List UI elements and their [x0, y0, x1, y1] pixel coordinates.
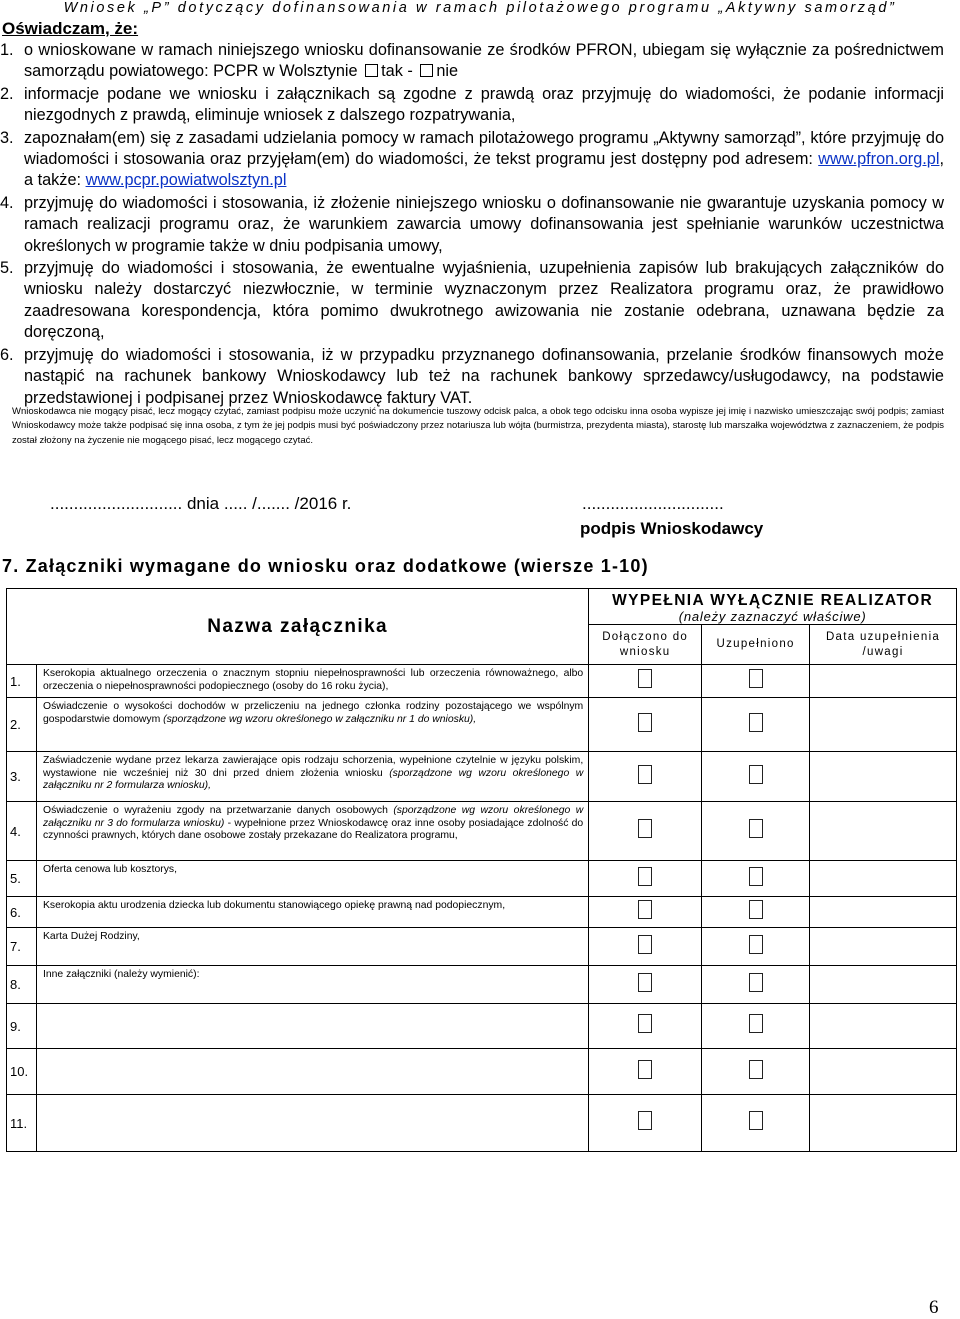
table-row: [7, 802, 957, 861]
attachment-description: Karta Dużej Rodziny,: [36, 928, 588, 966]
declaration-item-3: [0, 128, 944, 192]
attachment-description: Oświadczenie o wysokości dochodów w przeliczeniu na jednego członka rodziny pozostającego we wspólnym gospodarstwie domowym (sporządzone wg wzoru określonego w załączniku nr 1 do wniosku),: [36, 698, 588, 752]
date-remarks-cell[interactable]: [810, 752, 957, 802]
row-number: 1.: [7, 665, 37, 698]
date-remarks-cell[interactable]: [810, 1049, 957, 1095]
item-text: zapoznałam(em) się z zasadami udzielania pomocy w ramach pilotażowego programu „Aktywny samorząd”, które przyjmuję do wiadomości i stosowania oraz przyjęłam(em) do wiadomości, że tekst programu jest dostępny pod adresem: www.pfron.org.pl, a także: www.pcpr.powiatwolsztyn.pl: [24, 128, 944, 190]
attachment-description: [36, 1049, 588, 1095]
completed-checkbox[interactable]: [749, 1111, 763, 1130]
attached-checkbox-cell: [589, 1004, 702, 1049]
declaration-item-4: [0, 193, 944, 257]
running-header: Wniosek „P” dotyczący dofinansowania w ramach pilotażowego programu „Aktywny samorząd”: [63, 0, 897, 16]
table-row: [7, 1095, 957, 1152]
completed-checkbox-cell: [702, 928, 810, 966]
attachment-description: [36, 1004, 588, 1049]
date-remarks-cell[interactable]: [810, 897, 957, 928]
attached-checkbox[interactable]: [638, 973, 652, 992]
completed-checkbox-cell: [702, 966, 810, 1004]
date-remarks-cell[interactable]: [810, 928, 957, 966]
attached-checkbox-cell: [589, 897, 702, 928]
option-no-label: nie: [436, 62, 459, 81]
completed-checkbox-cell: [702, 861, 810, 897]
attached-checkbox[interactable]: [638, 669, 652, 688]
table-row: [7, 1049, 957, 1095]
item-text: o wnioskowane w ramach niniejszego wniosku dofinansowanie ze środków PFRON, ubiegam się wyłącznie za pośrednictwem samorządu powiatowego: PCPR w Wolsztynie tak - nie: [24, 41, 944, 81]
completed-checkbox[interactable]: [749, 819, 763, 838]
attachment-description: Oświadczenie o wyrażeniu zgody na przetwarzanie danych osobowych (sporządzone wg wzoru określonego w załączniku nr 3 do formularza wniosku) - wypełnione przez Wnioskodawcę oraz inne osoby posiadające zdolność do czynności prawnych, których dane osobowe zostały przekazane do Realizatora programu,: [36, 802, 588, 861]
attached-checkbox[interactable]: [638, 819, 652, 838]
attached-header: Dołączono do wniosku: [589, 625, 702, 665]
date-line[interactable]: ............................ dnia ..... /....... /2016 r.: [50, 494, 352, 513]
attachment-description: Inne załączniki (należy wymienić):: [36, 966, 588, 1004]
completed-header: Uzupełniono: [702, 625, 810, 665]
attached-checkbox[interactable]: [638, 1014, 652, 1033]
item-text: przyjmuję do wiadomości i stosowania, że ewentualne wyjaśnienia, uzupełnienia zapisów lub brakujących załączników do wniosku należy dostarczyć niezwłocznie, w terminie wyznaczonym przez Realizatora programu oraz, że prawidłowo zaadresowana korespondencja, która pomimo dwukrotnego awizowania nie zostanie odebrana, uznawana będzie za doręczoną,: [24, 259, 944, 342]
section-7-title: 7. Załączniki wymagane do wniosku oraz dodatkowe (wiersze 1-10): [2, 556, 649, 576]
option-yes-label: tak -: [381, 62, 413, 81]
table-row: [7, 861, 957, 897]
declaration-item-1: [0, 40, 944, 83]
attached-checkbox-cell: [589, 752, 702, 802]
declaration-title: Oświadczam, że:: [2, 19, 139, 38]
completed-checkbox[interactable]: [749, 1060, 763, 1079]
attachments-table: [6, 588, 957, 1152]
completed-checkbox[interactable]: [749, 669, 763, 688]
completed-checkbox[interactable]: [749, 935, 763, 954]
attachment-description: Kserokopia aktualnego orzeczenia o znacznym stopniu niepełnosprawności lub orzeczenia równoważnego, albo orzeczenia o niepełnosprawności podopiecznego (osoby do 16 roku życia),: [36, 665, 588, 698]
attached-checkbox[interactable]: [638, 867, 652, 886]
completed-checkbox-cell: [702, 1004, 810, 1049]
completed-checkbox[interactable]: [749, 867, 763, 886]
item-number: 5.: [0, 259, 14, 278]
completed-checkbox-cell: [702, 752, 810, 802]
item-number: 2.: [0, 84, 14, 103]
declaration-item-5: [0, 258, 944, 344]
completed-checkbox-cell: [702, 698, 810, 752]
completed-checkbox-cell: [702, 665, 810, 698]
item-number: 4.: [0, 193, 14, 212]
completed-checkbox[interactable]: [749, 765, 763, 784]
attached-checkbox[interactable]: [638, 900, 652, 919]
attached-checkbox-cell: [589, 802, 702, 861]
attached-checkbox-cell: [589, 966, 702, 1004]
row-number: 7.: [7, 928, 37, 966]
signature-field[interactable]: ..............................: [582, 494, 724, 513]
row-number: 4.: [7, 802, 37, 861]
completed-checkbox-cell: [702, 897, 810, 928]
item-number: 6.: [0, 345, 14, 364]
declaration-item-6: [0, 345, 944, 409]
completed-checkbox-cell: [702, 1095, 810, 1152]
attached-checkbox-cell: [589, 1095, 702, 1152]
fingerprint-note: Wnioskodawca nie mogący pisać, lecz mogący czytać, zamiast podpisu może uczynić na dokumencie tuszowy odcisk palca, a obok tego odcisku inna osoba wypisze jej imię i nazwisko umieszczając swój podpis; zamiast Wnioskodawcy może także podpisać się inna osoba, z tym że jej podpis musi być poświadczony przez notariusza lub wójta (burmistrza, prezydenta miasta), starostę lub marszałka województwa z zaznaczeniem, że podpis został złożony na życzenie nie mogącego pisać, lecz mogącego czytać.: [12, 406, 944, 446]
pcpr-link[interactable]: www.pcpr.powiatwolsztyn.pl: [85, 171, 287, 190]
table-row: [7, 966, 957, 1004]
checkbox-yes[interactable]: [365, 64, 378, 77]
table-row: [7, 928, 957, 966]
row-number: 8.: [7, 966, 37, 1004]
date-remarks-cell[interactable]: [810, 665, 957, 698]
item-text: przyjmuję do wiadomości i stosowania, iż w przypadku przyznanego dofinansowania, przelanie środków finansowych może nastąpić na rachunek bankowy Wnioskodawcy lub też na rachunek bankowy sprzedawcy/usługodawcy, na podstawie przedstawionej i podpisanej przez Wnioskodawcę faktury VAT.: [24, 345, 944, 407]
row-number: 3.: [7, 752, 37, 802]
table-row: [7, 1004, 957, 1049]
row-number: 5.: [7, 861, 37, 897]
page-number: 6: [929, 1297, 939, 1318]
declaration-item-2: [0, 84, 944, 127]
completed-checkbox-cell: [702, 1049, 810, 1095]
date-remarks-cell[interactable]: [810, 698, 957, 752]
attachment-description: Oferta cenowa lub kosztorys,: [36, 861, 588, 897]
attached-checkbox[interactable]: [638, 1060, 652, 1079]
attached-checkbox-cell: [589, 861, 702, 897]
table-row: [7, 897, 957, 928]
attached-checkbox-cell: [589, 928, 702, 966]
signature-label: podpis Wnioskodawcy: [580, 519, 764, 538]
item-text: informacje podane we wniosku i załącznikach są zgodne z prawdą oraz przyjmuję do wiadomości, że podanie informacji niezgodnych z prawdą, eliminuje wniosek z dalszego rozpatrywania,: [24, 84, 944, 125]
completed-checkbox[interactable]: [749, 900, 763, 919]
item-number: 3.: [0, 128, 14, 147]
realizator-header: WYPEŁNIA WYŁĄCZNIE REALIZATOR (należy zaznaczyć właściwe): [589, 589, 957, 625]
attached-checkbox[interactable]: [638, 1111, 652, 1130]
completed-checkbox[interactable]: [749, 973, 763, 992]
attached-checkbox-cell: [589, 1049, 702, 1095]
date-remarks-cell[interactable]: [810, 861, 957, 897]
row-number: 10.: [7, 1049, 37, 1095]
attachment-description: [36, 1095, 588, 1152]
item-number: 1.: [0, 41, 14, 59]
attached-checkbox-cell: [589, 665, 702, 698]
realizator-subheader: (należy zaznaczyć właściwe): [678, 609, 867, 624]
attachment-name-header: Nazwa załącznika: [7, 589, 589, 665]
date-remarks-cell[interactable]: [810, 802, 957, 861]
pfron-link[interactable]: www.pfron.org.pl: [818, 150, 940, 169]
attached-checkbox-cell: [589, 698, 702, 752]
completed-checkbox[interactable]: [749, 1014, 763, 1033]
row-number: 2.: [7, 698, 37, 752]
date-remarks-cell[interactable]: [810, 1095, 957, 1152]
row-number: 11.: [7, 1095, 37, 1152]
item-text: przyjmuję do wiadomości i stosowania, iż złożenie niniejszego wniosku o dofinansowanie nie gwarantuje uzyskania pomocy w ramach realizacji programu oraz, że warunkiem zawarcia umowy dofinansowania jest spełnianie warunków uczestnictwa określonych w programie także w dniu podpisania umowy,: [24, 193, 944, 255]
date-remarks-cell[interactable]: [810, 966, 957, 1004]
attached-checkbox[interactable]: [638, 765, 652, 784]
attachment-description: Zaświadczenie wydane przez lekarza zawierające opis rodzaju schorzenia, wypełnione czytelnie w języku polskim, wystawione nie wcześniej niż 30 dni przed dniem złożenia wniosku (sporządzone wg wzoru określonego w załączniku nr 2 formularza wniosku),: [36, 752, 588, 802]
attached-checkbox[interactable]: [638, 935, 652, 954]
table-row: [7, 698, 957, 752]
declaration-list: [0, 40, 944, 410]
completed-checkbox[interactable]: [749, 713, 763, 732]
table-row: [7, 665, 957, 698]
attachment-description: Kserokopia aktu urodzenia dziecka lub dokumentu stanowiącego opiekę prawną nad podopiecznym,: [36, 897, 588, 928]
checkbox-no[interactable]: [420, 64, 433, 77]
completed-checkbox-cell: [702, 802, 810, 861]
attached-checkbox[interactable]: [638, 713, 652, 732]
table-row: [7, 752, 957, 802]
row-number: 6.: [7, 897, 37, 928]
date-remarks-header: Data uzupełnienia /uwagi: [810, 625, 957, 665]
date-remarks-cell[interactable]: [810, 1004, 957, 1049]
row-number: 9.: [7, 1004, 37, 1049]
